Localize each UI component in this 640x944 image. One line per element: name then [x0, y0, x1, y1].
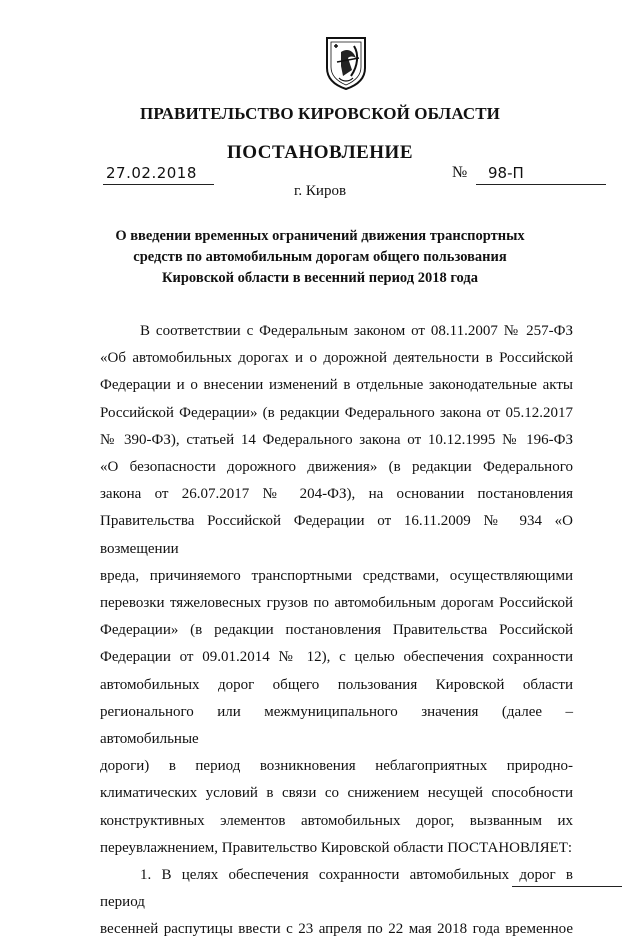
document-date: 27.02.2018: [103, 164, 214, 185]
document-type: ПОСТАНОВЛЕНИЕ: [226, 142, 414, 163]
body-line: № 390-ФЗ), статьей 14 Федерального закона от 10.12.1995 № 196-ФЗ: [100, 431, 573, 448]
body-line: перевозки тяжеловесных грузов по автомобильным дорогам Российской: [100, 595, 573, 612]
body-line: Российской Федерации» (в редакции Федерального закона от 05.12.2017: [100, 404, 573, 421]
number-label: №: [452, 164, 468, 181]
body-line: 1. В целях обеспечения сохранности автомобильных дорог в период: [100, 867, 573, 911]
city: г. Киров: [293, 183, 347, 199]
body-line: Федерации и о внесении изменений в отдельные законодательные акты: [100, 377, 573, 394]
body-line: климатических условий в связи со снижением несущей способности: [100, 785, 573, 802]
subject-line: О введении временных ограничений движения транспортных: [115, 228, 525, 244]
body-line: закона от 26.07.2017 № 204-ФЗ), на основании постановления: [100, 486, 573, 503]
government-title: ПРАВИТЕЛЬСТВО КИРОВСКОЙ ОБЛАСТИ: [140, 104, 500, 123]
body-line: регионального или межмуниципального значения (далее – автомобильные: [100, 703, 573, 748]
subject-line: Кировской области в весенний период 2018 года: [162, 270, 478, 286]
body-line: автомобильных дорог общего пользования Кировской области: [100, 676, 573, 693]
body-line: дороги) в период возникновения неблагоприятных природно-: [100, 758, 573, 775]
document-number: 98-П: [476, 164, 606, 185]
document-subject: [100, 226, 540, 289]
body-line: переувлажнением, Правительство Кировской области ПОСТАНОВЛЯЕТ:: [100, 839, 573, 856]
body-line: «О безопасности дорожного движения» (в редакции Федерального: [100, 459, 573, 476]
body-line: конструктивных элементов автомобильных дорог, вызванным их: [100, 812, 573, 829]
body-line: Федерации» (в редакции постановления Правительства Российской: [100, 622, 573, 639]
body-line: Правительства Российской Федерации от 16.11.2009 № 934 «О возмещении: [100, 513, 573, 557]
coat-of-arms-icon: [323, 36, 369, 90]
body-line: «Об автомобильных дорогах и о дорожной деятельности в Российской: [100, 350, 573, 367]
document-body: [100, 318, 573, 944]
body-line: Федерации от 09.01.2014 № 12), с целью обеспечения сохранности: [100, 649, 573, 666]
subject-line: средств по автомобильным дорогам общего пользования: [133, 249, 507, 265]
body-line: В соответствии с Федеральным законом от 08.11.2007 № 257-ФЗ: [140, 323, 573, 339]
body-line: весенней распутицы ввести с 23 апреля по 22 мая 2018 года временное: [100, 921, 573, 938]
footnote-separator: [512, 886, 622, 887]
body-line: вреда, причиняемого транспортными средствами, осуществляющими: [100, 567, 573, 584]
